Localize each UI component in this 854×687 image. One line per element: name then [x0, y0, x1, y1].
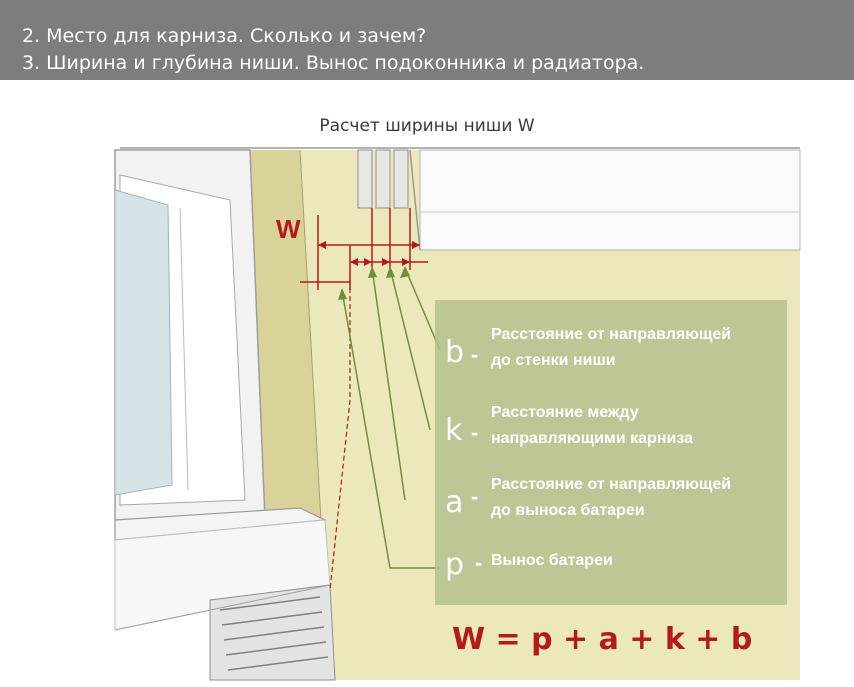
legend-item-p	[435, 548, 787, 618]
legend-dash: -	[471, 484, 479, 509]
ceiling-panel	[420, 150, 800, 250]
legend-text-line-1: Расстояние от направляющей	[491, 326, 732, 343]
legend-text	[491, 548, 781, 574]
legend-text-line-2: до выноса батареи	[491, 502, 645, 519]
legend-letter: a	[445, 485, 464, 520]
legend-dash: -	[471, 420, 479, 445]
legend-dash: -	[471, 342, 479, 367]
radiator	[210, 585, 335, 680]
legend-text-line-1: Расстояние между	[491, 404, 639, 421]
legend-text-line-1: Расстояние от направляющей	[491, 476, 732, 493]
window-glass	[115, 190, 172, 495]
legend-item-a	[435, 472, 787, 542]
w-dimension-label: W	[276, 214, 301, 244]
legend-text	[491, 472, 781, 524]
legend-item-k	[435, 400, 787, 470]
legend-text-line-1: Вынос батареи	[491, 552, 613, 569]
header-line-1: 2. Место для карниза. Сколько и зачем?	[22, 25, 427, 47]
cornice-rails	[358, 150, 408, 208]
header-line-2: 3. Ширина и глубина ниши. Вынос подоконника и радиатора.	[22, 52, 645, 74]
formula: W = p + a + k + b	[452, 622, 753, 657]
legend-text	[491, 400, 781, 452]
legend-panel	[435, 300, 787, 605]
legend-letter: b	[445, 335, 465, 370]
legend-text-line-2: направляющими карниза	[491, 430, 693, 447]
legend-letter: k	[445, 413, 463, 448]
legend-letter: p	[445, 547, 465, 582]
legend-text-line-2: до стенки ниши	[491, 352, 616, 369]
legend-dash: -	[475, 550, 483, 575]
legend-text	[491, 322, 781, 374]
diagram-title: Расчет ширины ниши W	[319, 116, 535, 136]
legend-item-b	[435, 320, 787, 390]
